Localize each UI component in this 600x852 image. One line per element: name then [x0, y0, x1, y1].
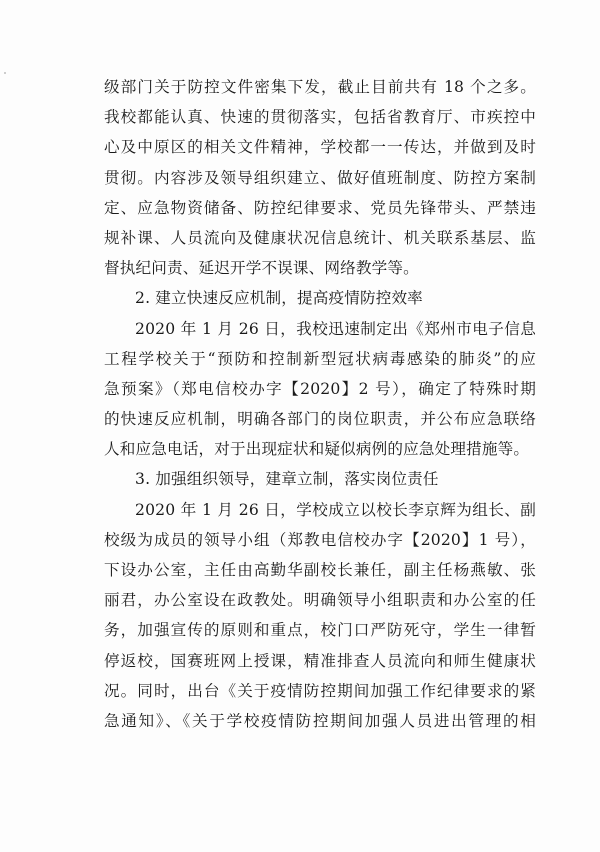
body-line: 我校都能认真、快速的贯彻落实，包括省教育厅、市疾控中	[104, 108, 536, 127]
section-heading: 2. 建立快速反应机制，提高疫情防控效率	[135, 289, 423, 308]
paragraph-first-line: 2020 年 1 月 26 日，学校成立以校长李京辉为组长、副	[135, 500, 536, 519]
section-heading: 3. 加强组织领导，建章立制，落实岗位责任	[135, 470, 439, 489]
paragraph-first-line: 2020 年 1 月 26 日，我校迅速制定出《郑州市电子信息	[135, 319, 536, 338]
body-line: 下设办公室，主任由高勤华副校长兼任，副主任杨燕敏、张	[104, 561, 536, 579]
document-body	[104, 72, 536, 736]
body-line: 规补课、人员流向及健康状况信息统计、机关联系基层、监	[104, 228, 536, 247]
body-line: 丽君，办公室设在政教处。明确领导小组职责和办公室的任	[104, 591, 536, 610]
body-line: 工程学校关于“预防和控制新型冠状病毒感染的肺炎”的应	[104, 349, 536, 368]
body-line: 督执纪问责、延迟开学不误课、网络教学等。	[104, 259, 419, 278]
scan-mark	[4, 72, 6, 74]
body-line: 校级为成员的领导小组（郑教电信校办字【2020】1 号），	[104, 530, 536, 549]
body-line: 急通知》、《关于学校疫情防控期间加强人员进出管理的相	[104, 711, 536, 730]
body-line: 况。同时，出台《关于疫情防控期间加强工作纪律要求的紧	[104, 681, 536, 700]
body-line: 贯彻。内容涉及领导组织建立、做好值班制度、防控方案制	[104, 168, 536, 187]
body-line: 停返校，国赛班网上授课，精准排查人员流向和师生健康状	[104, 651, 536, 670]
body-line: 级部门关于防控文件密集下发，截止目前共有 18 个之多。	[104, 78, 536, 96]
body-line: 的快速反应机制，明确各部门的岗位职责，并公布应急联络	[104, 410, 536, 429]
body-line: 急预案》（郑电信校办字【2020】2 号），确定了特殊时期	[104, 379, 536, 398]
body-line: 心及中原区的相关文件精神，学校都一一传达，并做到及时	[104, 138, 536, 157]
body-line: 定、应急物资储备、防控纪律要求、党员先锋带头、严禁违	[104, 198, 536, 217]
body-line: 人和应急电话，对于出现症状和疑似病例的应急处理措施等。	[104, 440, 530, 459]
body-line: 务，加强宣传的原则和重点，校门口严防死守，学生一律暂	[104, 621, 536, 640]
